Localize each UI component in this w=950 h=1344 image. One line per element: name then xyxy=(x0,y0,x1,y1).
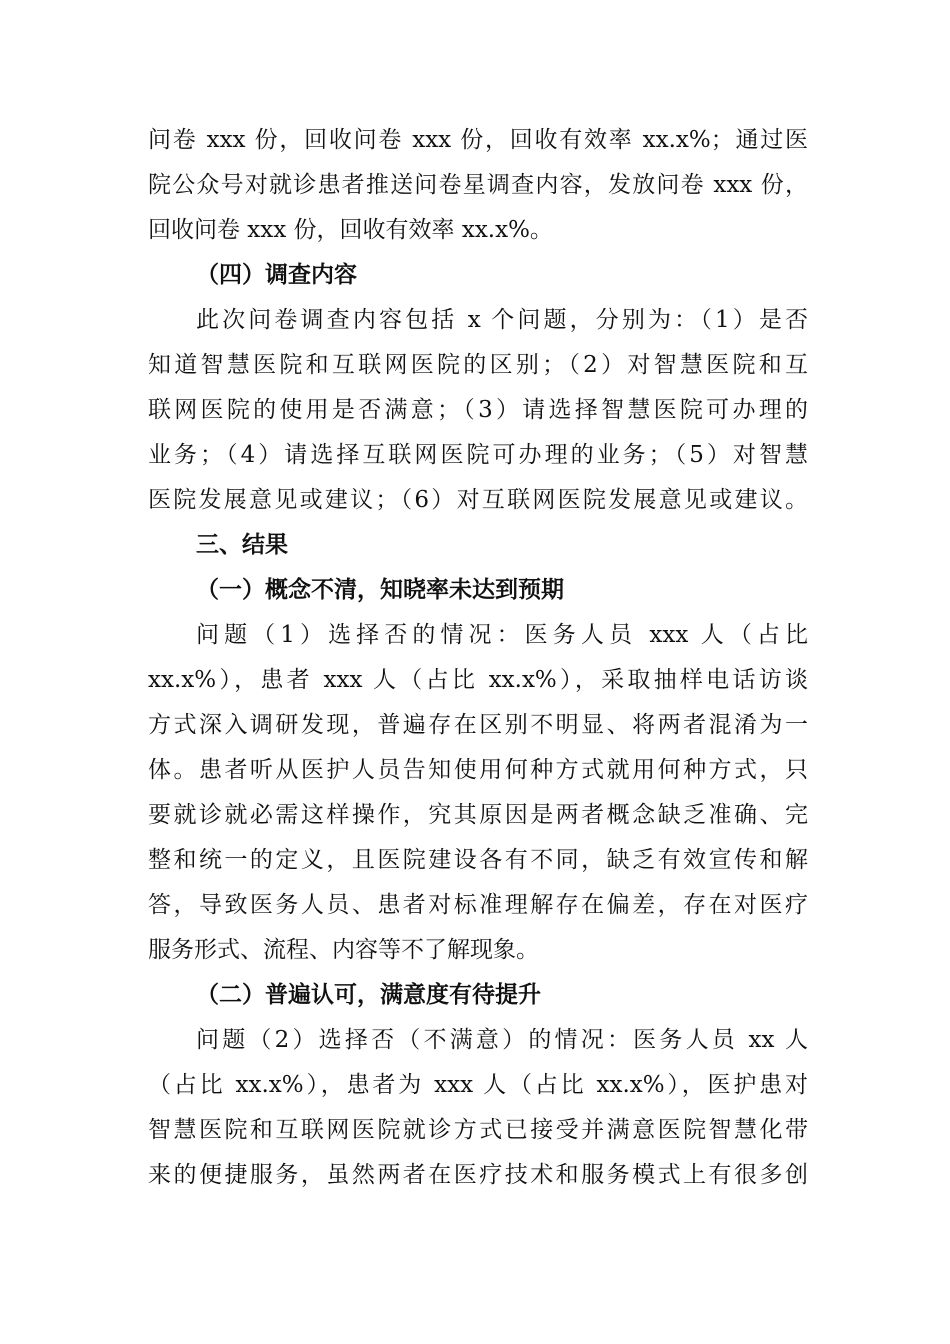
paragraph-line: 体。患者听从医护人员告知使用何种方式就用何种方式，只 xyxy=(148,757,808,783)
paragraph-line: 院公众号对就诊患者推送问卷星调查内容，发放问卷 xxx 份， xyxy=(148,172,808,198)
paragraph-line: 知道智慧医院和互联网医院的区别；（2）对智慧医院和互 xyxy=(148,352,808,378)
paragraph-line: 智慧医院和互联网医院就诊方式已接受并满意医院智慧化带 xyxy=(148,1117,808,1143)
section-heading: （四）调查内容 xyxy=(196,262,357,288)
paragraph-line: 服务形式、流程、内容等不了解现象。 xyxy=(148,937,539,963)
paragraph-line: 联网医院的使用是否满意；（3）请选择智慧医院可办理的 xyxy=(148,397,808,423)
paragraph-line: 问题（2）选择否（不满意）的情况：医务人员 xx 人 xyxy=(196,1027,808,1053)
paragraph-line: 要就诊就必需这样操作，究其原因是两者概念缺乏准确、完 xyxy=(148,802,808,828)
section-heading: （二）普遍认可，满意度有待提升 xyxy=(196,982,541,1008)
paragraph-line: 医院发展意见或建议；（6）对互联网医院发展意见或建议。 xyxy=(148,487,808,513)
paragraph-line: 整和统一的定义，且医院建设各有不同，缺乏有效宣传和解 xyxy=(148,847,808,873)
paragraph-line: 此次问卷调查内容包括 x 个问题，分别为：（1）是否 xyxy=(196,307,808,333)
section-heading: （一）概念不清，知晓率未达到预期 xyxy=(196,577,564,603)
paragraph-line: 回收问卷 xxx 份，回收有效率 xx.x%。 xyxy=(148,217,553,243)
paragraph-line: xx.x%），患者 xxx 人（占比 xx.x%），采取抽样电话访谈 xyxy=(148,667,808,693)
paragraph-line: 问题（1）选择否的情况：医务人员 xxx 人（占比 xyxy=(196,622,808,648)
paragraph-line: 问卷 xxx 份，回收问卷 xxx 份，回收有效率 xx.x%；通过医 xyxy=(148,127,808,153)
paragraph-line: （占比 xx.x%），患者为 xxx 人（占比 xx.x%），医护患对 xyxy=(148,1072,808,1098)
paragraph-line: 答，导致医务人员、患者对标准理解存在偏差，存在对医疗 xyxy=(148,892,808,918)
chapter-heading: 三、结果 xyxy=(196,532,288,558)
paragraph-line: 来的便捷服务，虽然两者在医疗技术和服务模式上有很多创 xyxy=(148,1162,808,1188)
paragraph-line: 业务；（4）请选择互联网医院可办理的业务；（5）对智慧 xyxy=(148,442,808,468)
paragraph-line: 方式深入调研发现，普遍存在区别不明显、将两者混淆为一 xyxy=(148,712,808,738)
